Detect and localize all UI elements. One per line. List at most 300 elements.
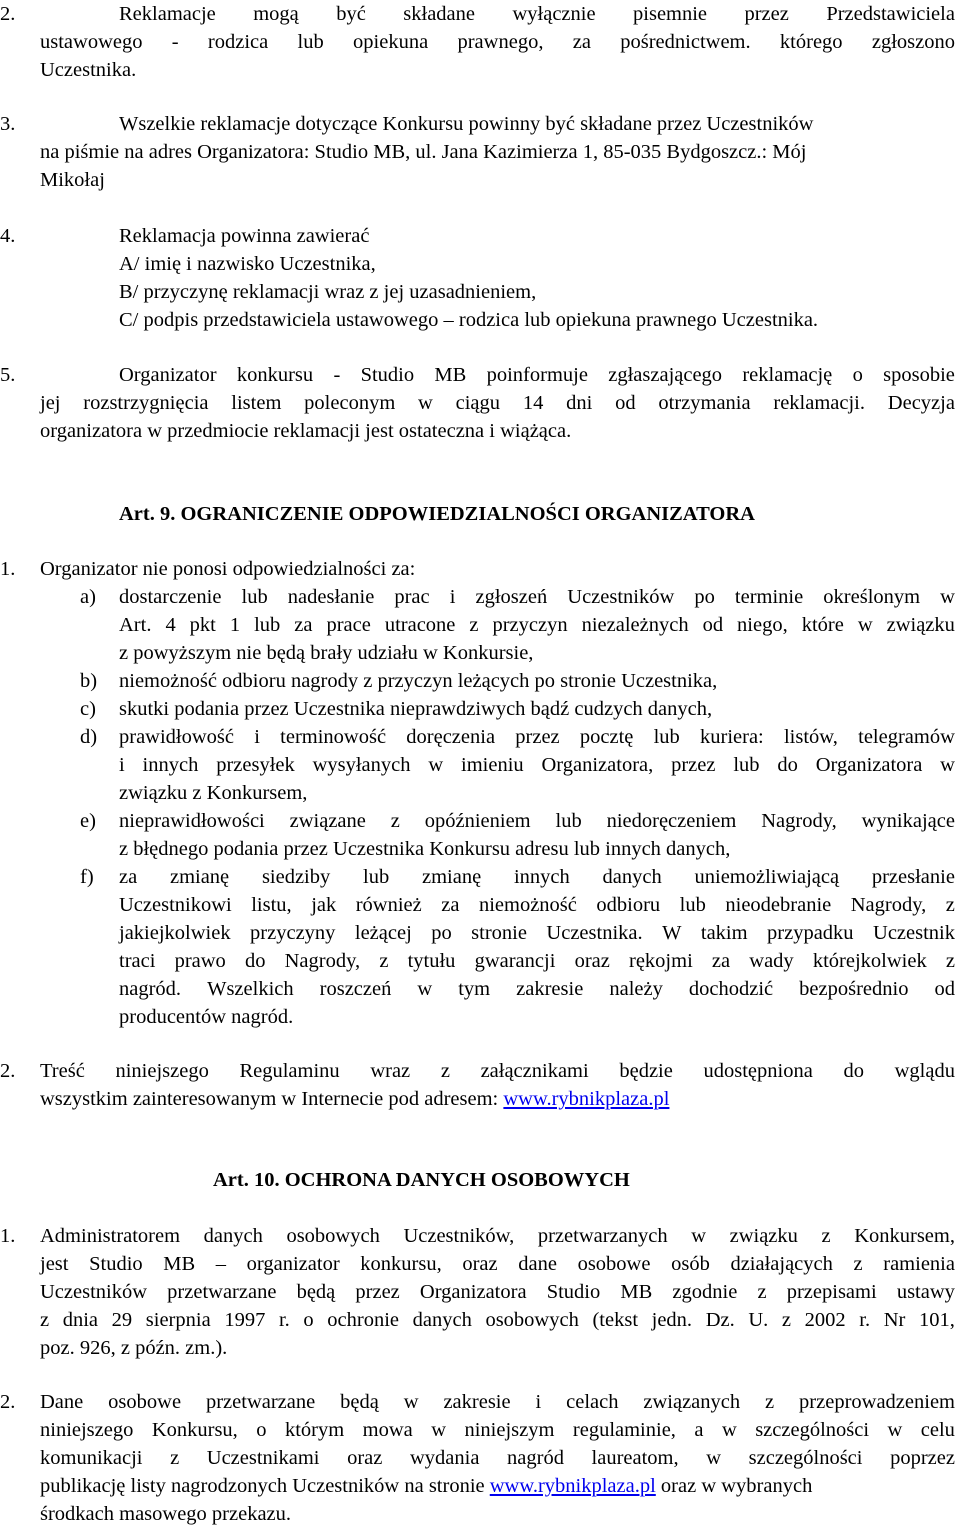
section-heading: Art. 9. OGRANICZENIE ODPOWIEDZIALNOŚCI ORGANIZATORA — [119, 503, 755, 525]
word: lub — [653, 726, 680, 748]
justified-line — [119, 365, 955, 386]
word: pośrednictwem. — [620, 31, 751, 53]
word: nagród — [507, 1447, 564, 1469]
word: ustawy — [896, 1281, 955, 1303]
word: jakiejkolwiek — [119, 922, 231, 944]
word: osobowych — [286, 1225, 380, 1247]
word: niezależnych — [581, 614, 689, 636]
word: zgłaszającego — [608, 364, 723, 386]
word: – — [215, 1253, 227, 1275]
word: przyczyny — [250, 922, 336, 944]
word: być — [336, 3, 366, 25]
word: rękojmi — [629, 950, 693, 972]
word: opiekuna — [353, 31, 429, 53]
list-label: c) — [80, 698, 96, 720]
word: Przedstawiciela — [826, 3, 955, 25]
text-fragment: publikację listy nagrodzonych Uczestników na stronie — [40, 1475, 490, 1497]
word: i — [254, 726, 260, 748]
word: z — [390, 810, 400, 832]
word: Nr — [883, 1309, 906, 1331]
word: reklamację — [742, 364, 833, 386]
word: Nagrody, — [284, 950, 361, 972]
word: po — [694, 586, 715, 608]
word: ustawowego — [40, 31, 143, 53]
justified-line — [119, 867, 955, 888]
word: listem — [231, 392, 282, 414]
word: w — [418, 392, 433, 414]
word: o — [852, 364, 863, 386]
word: jedn. — [651, 1309, 693, 1331]
justified-line — [119, 755, 955, 776]
word: Nagrody, — [850, 894, 927, 916]
justified-line — [40, 1254, 955, 1275]
word: Wszelkich — [207, 978, 294, 1000]
word: MB — [163, 1253, 196, 1275]
word: r. — [278, 1309, 290, 1331]
word: mogą — [253, 3, 299, 25]
word: zgłoszeń — [475, 586, 548, 608]
justified-line — [119, 951, 955, 972]
word: terminie — [734, 586, 804, 608]
word: przepisami — [786, 1281, 877, 1303]
word: dostarczenie — [119, 586, 222, 608]
word: Studio — [360, 364, 415, 386]
word: określonym — [823, 586, 921, 608]
section-heading: Art. 10. OCHRONA DANYCH OSOBOWYCH — [213, 1169, 630, 1191]
word: z — [469, 614, 479, 636]
word: W — [662, 922, 682, 944]
word: poprzez — [890, 1447, 955, 1469]
word: Uczestnikami — [206, 1447, 320, 1469]
word: działających — [730, 1253, 833, 1275]
word: terminowość — [280, 726, 387, 748]
word: zmianę — [169, 866, 230, 888]
word: organizator — [246, 1253, 340, 1275]
word: r. — [859, 1309, 871, 1331]
list-label: a) — [80, 586, 96, 608]
justified-line — [119, 979, 955, 1000]
word: Dane — [40, 1391, 84, 1413]
word: nieodebranie — [725, 894, 832, 916]
word: przypadku — [767, 922, 854, 944]
word: wynikające — [861, 810, 955, 832]
word: należy — [609, 978, 663, 1000]
word: zakresie — [516, 978, 584, 1000]
word: z — [379, 950, 389, 972]
word: z — [765, 1391, 775, 1413]
word: z — [945, 894, 955, 916]
word: pisemnie — [633, 3, 708, 25]
word: regulaminie, — [572, 1419, 676, 1441]
word: 1997 — [224, 1309, 266, 1331]
word: o — [303, 1309, 314, 1331]
word: z — [853, 1253, 863, 1275]
word: danych — [203, 1225, 263, 1247]
word: lub — [363, 866, 390, 888]
text-line: Reklamacja powinna zawierać — [119, 225, 370, 247]
word: które — [801, 614, 844, 636]
word: Studio — [546, 1281, 601, 1303]
word: szczególności — [748, 1447, 863, 1469]
word: mowa — [362, 1419, 413, 1441]
word: osobowe — [108, 1391, 182, 1413]
word: traci — [119, 950, 156, 972]
word: danych — [412, 1309, 472, 1331]
word: innych — [142, 754, 199, 776]
justified-line — [40, 32, 955, 53]
word: zgłoszono — [871, 31, 955, 53]
word: ciągu — [455, 392, 501, 414]
word: Uczestników — [40, 1281, 148, 1303]
word: za — [572, 31, 591, 53]
word: w — [403, 1391, 419, 1413]
justified-line — [40, 1282, 955, 1303]
word: Decyzja — [887, 392, 955, 414]
word: (tekst — [592, 1309, 639, 1331]
word: wglądu — [894, 1060, 955, 1082]
word: Treść — [40, 1060, 85, 1082]
word: uniemożliwiającą — [694, 866, 840, 888]
word: leżącej — [354, 922, 412, 944]
word: w — [706, 1447, 722, 1469]
word: tytułu — [407, 950, 456, 972]
paragraph-number: 2. — [0, 1060, 16, 1082]
word: związanych — [643, 1391, 741, 1413]
word: za — [441, 894, 460, 916]
word: lub — [733, 754, 760, 776]
word: po — [431, 922, 452, 944]
word: Organizatora — [815, 754, 923, 776]
paragraph-number: 5. — [0, 364, 16, 386]
text-line: Wszelkie reklamacje dotyczące Konkursu powinny być składane przez Uczestników — [119, 113, 814, 135]
word: prac — [394, 586, 430, 608]
list-item: A/ imię i nazwisko Uczestnika, — [119, 253, 376, 275]
word: wady — [749, 950, 794, 972]
word: którym — [284, 1419, 345, 1441]
word: 4 — [165, 614, 176, 636]
paragraph-number: 4. — [0, 225, 16, 247]
word: do — [843, 1060, 864, 1082]
word: z — [170, 1447, 180, 1469]
word: do — [777, 754, 798, 776]
word: osób — [671, 1253, 710, 1275]
word: 1 — [229, 614, 241, 636]
list-item: B/ przyczynę reklamacji wraz z jej uzasadnieniem, — [119, 281, 537, 303]
text-line: producentów nagród. — [119, 1006, 294, 1028]
word: utracone — [384, 614, 456, 636]
word: którego — [779, 31, 843, 53]
word: lub — [555, 810, 582, 832]
word: będą — [296, 1281, 336, 1303]
word: w — [417, 978, 433, 1000]
word: listu, — [251, 894, 292, 916]
text-line: Uczestnika. — [40, 59, 137, 81]
word: dane — [518, 1253, 557, 1275]
word: kuriera: — [700, 726, 764, 748]
list-label: f) — [80, 866, 94, 888]
word: lub — [254, 614, 281, 636]
word: takim — [700, 922, 748, 944]
word: niniejszym — [464, 1419, 555, 1441]
list-label: b) — [80, 670, 98, 692]
word: MB — [620, 1281, 653, 1303]
word: i — [449, 586, 456, 608]
word: lub — [297, 31, 324, 53]
word: 14 — [522, 392, 544, 414]
word: telegramów — [858, 726, 955, 748]
word: listów, — [783, 726, 838, 748]
text-line: niemożność odbioru nagrody z przyczyn leżących po stronie Uczestnika, — [119, 670, 718, 692]
word: do — [244, 950, 266, 972]
word: z — [945, 950, 955, 972]
text-line: środkach masowego przekazu. — [40, 1503, 292, 1525]
word: konkursu, — [360, 1253, 442, 1275]
word: Konkursu, — [151, 1419, 238, 1441]
word: tym — [458, 978, 491, 1000]
word: przetwarzane — [205, 1391, 316, 1413]
word: Uczestnikowi — [119, 894, 232, 916]
word: w — [887, 1419, 903, 1441]
text-line — [40, 1476, 812, 1497]
word: lub — [679, 894, 706, 916]
word: konkursu — [236, 364, 314, 386]
text-line: Mikołaj — [40, 169, 105, 191]
word: oraz — [574, 950, 610, 972]
justified-line — [119, 615, 955, 636]
word: laureatom, — [591, 1447, 679, 1469]
word: 29 — [111, 1309, 133, 1331]
word: Regulaminu — [239, 1060, 340, 1082]
word: poinformuje — [486, 364, 588, 386]
word: ochronie — [327, 1309, 399, 1331]
paragraph-number: 1. — [0, 1225, 16, 1247]
word: innych — [513, 866, 570, 888]
word: w — [431, 1419, 447, 1441]
word: nadesłanie — [287, 586, 375, 608]
word: za — [119, 866, 138, 888]
justified-line — [119, 923, 955, 944]
word: Art. — [119, 614, 152, 636]
word: imieniu — [461, 754, 524, 776]
word: osobowe — [577, 1253, 651, 1275]
word: Dz. — [705, 1309, 735, 1331]
word: przez — [744, 3, 789, 25]
word: od — [702, 614, 724, 636]
word: pocztę — [579, 726, 634, 748]
word: sposobie — [883, 364, 955, 386]
word: prawo — [174, 950, 226, 972]
list-item: C/ podpis przedstawiciela ustawowego – rodzica lub opiekuna prawnego Uczestnika. — [119, 309, 819, 331]
word: z — [440, 1060, 450, 1082]
word: Organizator — [119, 364, 217, 386]
paragraph-number: 3. — [0, 113, 16, 135]
word: odbioru — [596, 894, 661, 916]
word: przesłanie — [871, 866, 955, 888]
word: Uczestników, — [403, 1225, 515, 1247]
justified-line — [119, 587, 955, 608]
word: reklamacji. — [773, 392, 866, 414]
word: związane — [289, 810, 366, 832]
word: a — [694, 1419, 704, 1441]
word: niniejszego — [40, 1419, 134, 1441]
word: celach — [566, 1391, 619, 1413]
word: za — [294, 614, 313, 636]
paragraph-number: 1. — [0, 558, 16, 580]
word: zakresie — [443, 1391, 511, 1413]
word: oraz — [462, 1253, 498, 1275]
justified-line — [40, 1061, 955, 1082]
word: w — [857, 614, 873, 636]
word: opóźnieniem — [424, 810, 531, 832]
word: dnia — [62, 1309, 99, 1331]
word: od — [934, 978, 955, 1000]
word: jej — [40, 392, 61, 414]
word: - — [333, 364, 341, 386]
word: jest — [40, 1253, 69, 1275]
word: za — [711, 950, 731, 972]
word: prawnego, — [457, 31, 544, 53]
word: komunikacji — [40, 1447, 143, 1469]
word: przetwarzane — [167, 1281, 277, 1303]
word: w — [721, 1419, 737, 1441]
word: i — [119, 754, 125, 776]
justified-line — [119, 727, 955, 748]
text-fragment: wszystkim zainteresowanym w Internecie pod adresem: — [40, 1088, 504, 1110]
text-line: związku z Konkursem, — [119, 782, 308, 804]
list-label: d) — [80, 726, 98, 748]
word: dochodzić — [688, 978, 774, 1000]
text-line: organizatora w przedmiocie reklamacji jest ostateczna i wiążąca. — [40, 420, 572, 442]
word: Nagrody, — [761, 810, 837, 832]
text-line: skutki podania przez Uczestnika nieprawdziwych bądź cudzych danych, — [119, 698, 713, 720]
word: o — [256, 1419, 267, 1441]
word: z — [757, 1281, 767, 1303]
word: sierpnia — [145, 1309, 211, 1331]
word: Konkursem, — [854, 1225, 955, 1247]
word: Organizatora, — [541, 754, 654, 776]
justified-line — [40, 1392, 955, 1413]
word: w — [428, 754, 444, 776]
word: prace — [326, 614, 371, 636]
word: przez — [671, 754, 716, 776]
word: rozstrzygnięcia — [83, 392, 209, 414]
word: stronie — [471, 922, 527, 944]
website-link[interactable]: www.rybnikplaza.pl — [503, 1088, 670, 1110]
word: jak — [311, 894, 337, 916]
word: Studio — [89, 1253, 143, 1275]
word: dni — [566, 392, 593, 414]
word: siedziby — [261, 866, 331, 888]
word: 101, — [918, 1309, 955, 1331]
justified-line — [40, 1310, 955, 1331]
word: 2002 — [804, 1309, 846, 1331]
word: załącznikami — [480, 1060, 589, 1082]
word: lub — [241, 586, 268, 608]
word: osobowych — [485, 1309, 579, 1331]
text-line: poz. 926, z późn. zm.). — [40, 1337, 228, 1359]
word: udostępniona — [703, 1060, 813, 1082]
word: składane — [403, 3, 476, 25]
word: nagród. — [119, 978, 182, 1000]
word: zmianę — [422, 866, 482, 888]
word: od — [615, 392, 636, 414]
word: Uczestnik — [873, 922, 955, 944]
justified-line — [40, 1420, 955, 1441]
word: szczególności — [755, 1419, 870, 1441]
text-line — [40, 1089, 669, 1110]
word: doręczenia — [406, 726, 496, 748]
word: wyłącznie — [512, 3, 596, 25]
paragraph-number: 2. — [0, 1391, 16, 1413]
word: niego, — [737, 614, 788, 636]
word: zgodnie — [672, 1281, 738, 1303]
text-line: z błędnego podania przez Uczestnika Konkursu adresu lub innych danych, — [119, 838, 731, 860]
word: gwarancji — [474, 950, 556, 972]
word: w — [691, 1225, 707, 1247]
word: Administratorem — [40, 1225, 181, 1247]
word: niniejszego — [115, 1060, 209, 1082]
word: i — [535, 1391, 542, 1413]
word: związku — [729, 1225, 798, 1247]
word: wraz — [370, 1060, 411, 1082]
word: prawidłowość — [119, 726, 235, 748]
word: otrzymania — [658, 392, 751, 414]
text-line: na piśmie na adres Organizatora: Studio MB, ul. Jana Kazimierza 1, 85-035 Bydgoszcz.: Mój — [40, 141, 807, 163]
word: wysyłanych — [312, 754, 411, 776]
word: z — [821, 1225, 831, 1247]
word: pkt — [189, 614, 216, 636]
word: będzie — [619, 1060, 673, 1082]
word: Uczestnika. — [546, 922, 643, 944]
justified-line — [40, 1226, 955, 1247]
word: - — [171, 31, 179, 53]
word: również — [355, 894, 422, 916]
justified-line — [119, 895, 955, 916]
word: nieprawidłowości — [119, 810, 265, 832]
word: Organizatora — [419, 1281, 527, 1303]
word: związku — [886, 614, 955, 636]
word: MB — [434, 364, 467, 386]
word: w — [940, 754, 955, 776]
text-line: z powyższym nie będą brały udziału w Konkursie, — [119, 642, 534, 664]
word: przyczyn — [492, 614, 568, 636]
word: przez — [515, 726, 560, 748]
word: danych — [602, 866, 662, 888]
word: Uczestników — [567, 586, 675, 608]
word: z — [781, 1309, 792, 1331]
word: roszczeń — [319, 978, 392, 1000]
website-link[interactable]: www.rybnikplaza.pl — [489, 1475, 656, 1497]
word: w — [940, 586, 955, 608]
justified-line — [119, 4, 955, 25]
word: z — [40, 1309, 50, 1331]
word: którejkolwiek — [812, 950, 927, 972]
justified-line — [40, 1448, 955, 1469]
word: U. — [748, 1309, 769, 1331]
word: niedoręczeniem — [606, 810, 737, 832]
justified-line — [119, 811, 955, 832]
list-label: e) — [80, 810, 96, 832]
justified-line — [40, 393, 955, 414]
word: przeprowadzeniem — [799, 1391, 955, 1413]
word: przesyłek — [216, 754, 295, 776]
text-line: Organizator nie ponosi odpowiedzialności za: — [40, 558, 416, 580]
word: bezpośrednio — [799, 978, 909, 1000]
word: ramienia — [883, 1253, 955, 1275]
word: oraz — [347, 1447, 383, 1469]
text-fragment: oraz w wybranych — [655, 1475, 813, 1497]
word: będą — [340, 1391, 379, 1413]
